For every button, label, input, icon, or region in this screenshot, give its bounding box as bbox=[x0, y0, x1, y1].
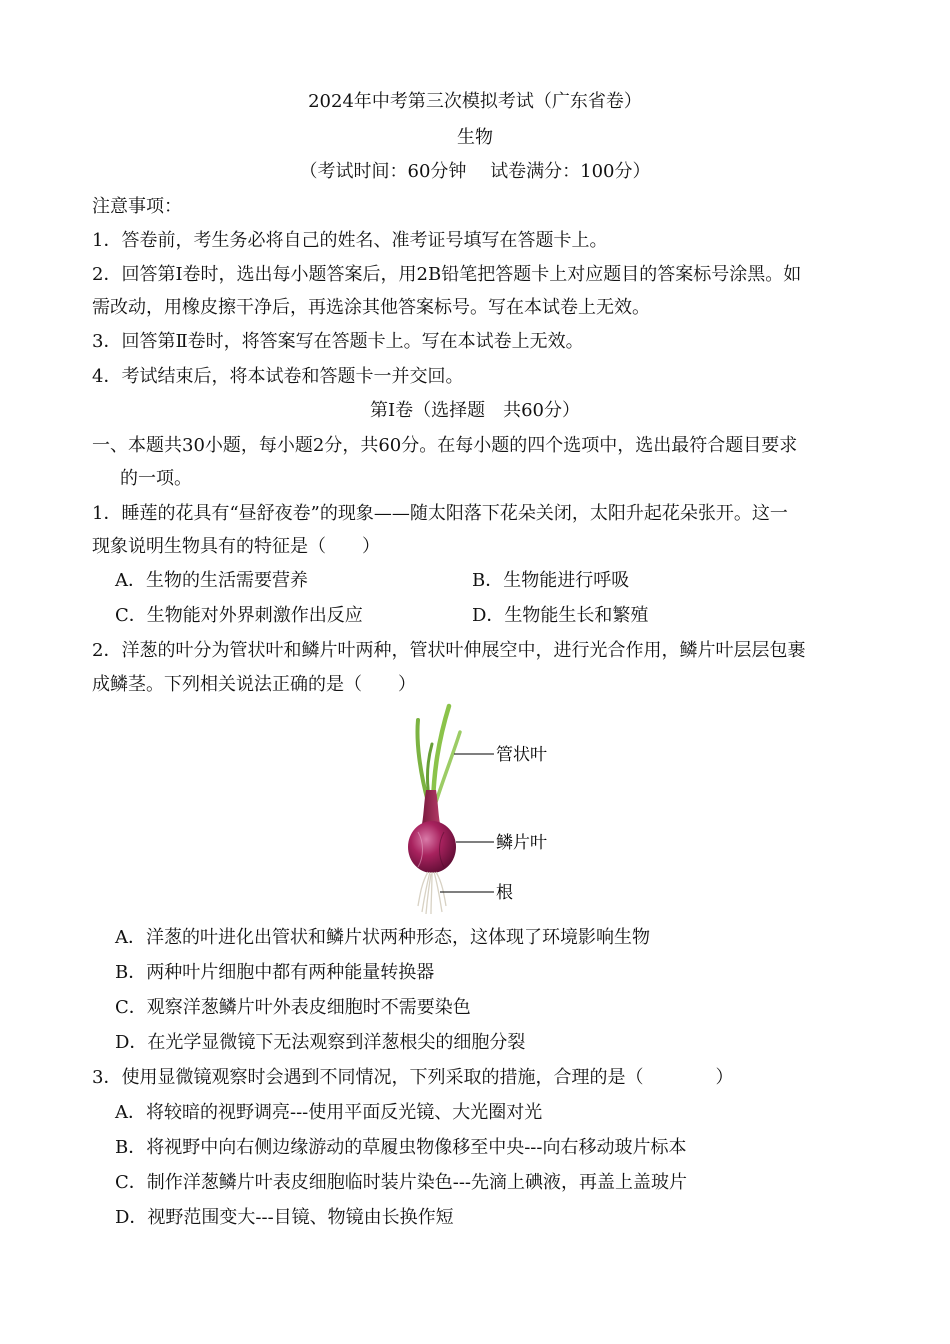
section-title: 第Ⅰ卷（选择题 共60分） bbox=[369, 400, 580, 421]
q2-option-a: A．洋葱的叶进化出管状和鳞片状两种形态，这体现了环境影响生物 bbox=[115, 927, 650, 948]
note-item-2-cont: 需改动，用橡皮擦干净后，再选涂其他答案标号。写在本试卷上无效。 bbox=[92, 297, 650, 318]
section-instruction: 一、本题共30小题，每小题2分，共60分。在每小题的四个选项中，选出最符合题目要求 bbox=[92, 435, 798, 456]
q3-option-a: A．将较暗的视野调亮---使用平面反光镜、大光圈对光 bbox=[115, 1102, 543, 1123]
q2-option-b: B．两种叶片细胞中都有两种能量转换器 bbox=[115, 962, 435, 983]
section-instruction-cont: 的一项。 bbox=[120, 468, 192, 489]
q1-option-d: D．生物能生长和繁殖 bbox=[472, 605, 649, 626]
q2-option-c: C．观察洋葱鳞片叶外表皮细胞时不需要染色 bbox=[115, 997, 471, 1018]
note-item-3: 3．回答第Ⅱ卷时，将答案写在答题卡上。写在本试卷上无效。 bbox=[92, 331, 584, 352]
q1-stem-cont: 现象说明生物具有的特征是（ ） bbox=[92, 536, 380, 557]
q3-option-b: B．将视野中向右侧边缘游动的草履虫物像移至中央---向右移动玻片标本 bbox=[115, 1137, 687, 1158]
q1-option-b: B．生物能进行呼吸 bbox=[472, 570, 630, 591]
note-item-4: 4．考试结束后，将本试卷和答题卡一并交回。 bbox=[92, 366, 464, 387]
note-item-1: 1．答卷前，考生务必将自己的姓名、准考证号填写在答题卡上。 bbox=[92, 230, 608, 251]
q2-stem: 2．洋葱的叶分为管状叶和鳞片叶两种，管状叶伸展空中，进行光合作用，鳞片叶层层包裹 bbox=[92, 640, 806, 661]
label-scale-leaf: 鳞片叶 bbox=[496, 833, 547, 853]
onion-illustration bbox=[400, 702, 560, 916]
label-root: 根 bbox=[496, 883, 513, 903]
q1-option-c: C．生物能对外界刺激作出反应 bbox=[115, 605, 363, 626]
notes-heading: 注意事项： bbox=[92, 196, 182, 217]
q3-stem: 3．使用显微镜观察时会遇到不同情况，下列采取的措施，合理的是（ ） bbox=[92, 1067, 734, 1088]
q1-option-a: A．生物的生活需要营养 bbox=[115, 570, 308, 591]
exam-title: 2024年中考第三次模拟考试（广东省卷） bbox=[308, 91, 642, 112]
subject-title: 生物 bbox=[457, 127, 493, 148]
q2-option-d: D．在光学显微镜下无法观察到洋葱根尖的细胞分裂 bbox=[115, 1032, 526, 1053]
q3-option-c: C．制作洋葱鳞片叶表皮细胞临时装片染色---先滴上碘液，再盖上盖玻片 bbox=[115, 1172, 688, 1193]
onion-figure bbox=[400, 702, 560, 916]
q2-stem-cont: 成鳞茎。下列相关说法正确的是（ ） bbox=[92, 674, 416, 695]
q1-stem: 1．睡莲的花具有“昼舒夜卷”的现象——随太阳落下花朵关闭，太阳升起花朵张开。这一 bbox=[92, 503, 788, 524]
label-tubular-leaf: 管状叶 bbox=[496, 745, 547, 765]
note-item-2: 2．回答第Ⅰ卷时，选出每小题答案后，用2B铅笔把答题卡上对应题目的答案标号涂黑。如 bbox=[92, 264, 802, 285]
q3-option-d: D．视野范围变大---目镜、物镜由长换作短 bbox=[115, 1207, 454, 1228]
exam-info: （考试时间：60分钟 试卷满分：100分） bbox=[299, 161, 651, 182]
